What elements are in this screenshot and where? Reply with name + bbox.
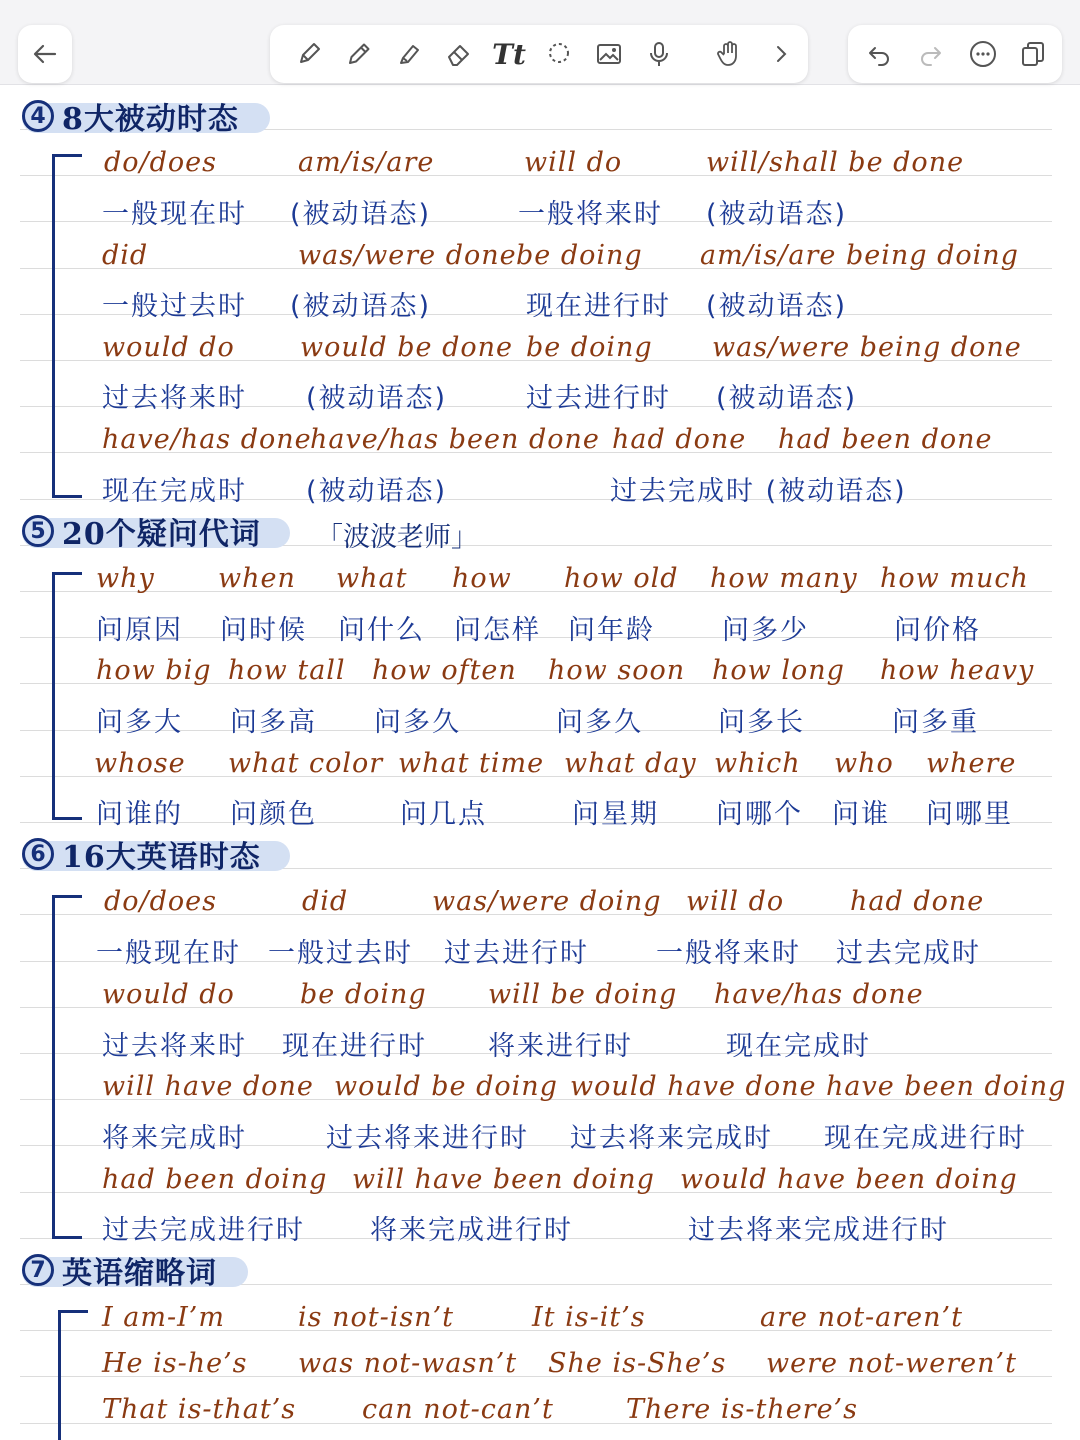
contraction-cell: He is-he’s — [102, 1348, 248, 1379]
tense-cell: 过去完成进行时 — [102, 1215, 305, 1246]
tense-cell: 过去进行时 — [526, 383, 671, 414]
word-cell: how often — [372, 655, 517, 686]
tense-cell: will be doing — [488, 979, 678, 1010]
tense-cell: be doing — [526, 332, 653, 363]
tense-cell: 过去完成时 — [836, 938, 981, 969]
word-cell: 问谁 — [832, 799, 890, 830]
pages-icon[interactable] — [1010, 25, 1056, 83]
microphone-icon[interactable] — [636, 25, 682, 83]
tense-cell: had done — [612, 424, 747, 455]
tense-cell: had been done — [778, 424, 993, 455]
word-cell: which — [714, 748, 801, 779]
word-cell: what day — [564, 748, 697, 779]
word-cell: 问多重 — [892, 707, 979, 738]
word-cell: 问多久 — [374, 707, 461, 738]
tense-cell: 一般过去时 — [102, 291, 247, 322]
word-cell: 问价格 — [894, 615, 981, 646]
chevron-right-icon[interactable] — [758, 25, 804, 83]
word-cell: how many — [710, 563, 858, 594]
back-button-pill — [18, 25, 72, 83]
word-cell: 问谁的 — [96, 799, 183, 830]
more-icon[interactable] — [960, 25, 1006, 83]
tense-cell: did — [302, 886, 349, 917]
word-cell: 问原因 — [96, 615, 183, 646]
tense-cell: would have done — [570, 1071, 817, 1102]
redo-icon[interactable] — [908, 25, 954, 83]
section-header-5 — [22, 512, 261, 550]
tense-cell: (被动语态) — [306, 476, 448, 507]
tense-cell: (被动语态) — [290, 291, 432, 322]
tense-cell: 将来进行时 — [488, 1031, 633, 1062]
tense-cell: 将来完成时 — [102, 1123, 247, 1154]
tense-cell: have been doing — [826, 1071, 1067, 1102]
tense-cell: (被动语态) — [706, 291, 848, 322]
tense-cell: have/has done — [714, 979, 924, 1010]
word-cell: 问多久 — [556, 707, 643, 738]
tense-cell: (被动语态) — [306, 383, 448, 414]
pencil-icon[interactable] — [336, 25, 382, 83]
word-cell: what — [336, 563, 408, 594]
word-cell: 问年龄 — [568, 615, 655, 646]
tense-cell: 过去完成时 (被动语态) — [610, 476, 907, 507]
contraction-cell: is not-isn’t — [298, 1302, 455, 1333]
word-cell: how soon — [548, 655, 686, 686]
tense-cell: was/were being done — [712, 332, 1022, 363]
tense-cell: 过去将来进行时 — [326, 1123, 529, 1154]
section-number: 5 — [22, 515, 54, 547]
section-number: 4 — [22, 100, 54, 132]
contraction-cell: I am-I’m — [102, 1302, 225, 1333]
tense-cell: 一般现在时 — [96, 938, 241, 969]
app-toolbar — [0, 0, 1080, 85]
bracket-line — [52, 154, 82, 498]
text-icon[interactable]: Tt — [492, 37, 526, 71]
word-cell: 问颜色 — [230, 799, 317, 830]
eraser-icon[interactable] — [436, 25, 482, 83]
word-cell: where — [926, 748, 1017, 779]
tense-cell: have/has done — [102, 424, 312, 455]
word-cell: 问几点 — [400, 799, 487, 830]
word-cell: 问多大 — [96, 707, 183, 738]
section-title: 16大英语时态 — [62, 840, 261, 875]
tense-cell: 现在完成时 — [102, 476, 247, 507]
tense-cell: would be done — [300, 332, 514, 363]
section-title: 20个疑问代词 — [62, 517, 261, 552]
tense-cell: 一般将来时 — [518, 199, 663, 230]
tense-cell: do/does — [104, 147, 218, 178]
word-cell: 问哪个 — [716, 799, 803, 830]
tense-cell: would have been doing — [680, 1164, 1018, 1195]
tense-cell: be doing — [300, 979, 427, 1010]
section-number: 6 — [22, 838, 54, 870]
pen-icon[interactable] — [286, 25, 332, 83]
word-cell: how old — [564, 563, 679, 594]
word-cell: 问多长 — [718, 707, 805, 738]
tense-cell: 现在完成进行时 — [824, 1123, 1027, 1154]
tense-cell: 将来完成进行时 — [370, 1215, 573, 1246]
word-cell: how big — [96, 655, 212, 686]
tense-cell: will have been doing — [352, 1164, 655, 1195]
tense-cell: (被动语态) — [290, 199, 432, 230]
section-title: 英语缩略词 — [62, 1256, 217, 1291]
section-title: 8大被动时态 — [62, 102, 239, 137]
word-cell: whose — [94, 748, 186, 779]
word-cell: who — [834, 748, 894, 779]
tense-cell: 一般现在时 — [102, 199, 247, 230]
bracket-line — [58, 1310, 88, 1440]
tense-cell: would do — [102, 979, 235, 1010]
tense-cell: will do — [686, 886, 785, 917]
tense-cell: 过去将来时 — [102, 1031, 247, 1062]
word-cell: how heavy — [880, 655, 1035, 686]
bracket-line — [52, 572, 82, 820]
word-cell: how tall — [228, 655, 346, 686]
hand-icon[interactable] — [706, 25, 752, 83]
tense-cell: have/has been done — [310, 424, 600, 455]
author-note: 「波波老师」 — [316, 522, 478, 553]
word-cell: what time — [398, 748, 545, 779]
tense-cell: 过去进行时 — [444, 938, 589, 969]
word-cell: 问多高 — [230, 707, 317, 738]
tense-cell: would do — [102, 332, 235, 363]
word-cell: why — [96, 563, 155, 594]
word-cell: how much — [880, 563, 1029, 594]
tense-cell: 过去将来完成时 — [570, 1123, 773, 1154]
tense-cell: will have done — [102, 1071, 314, 1102]
contraction-cell: It is-it’s — [532, 1302, 646, 1333]
tense-cell: will/shall be done — [706, 147, 965, 178]
contraction-cell: can not-can’t — [362, 1394, 554, 1425]
contraction-cell: She is-She’s — [548, 1348, 727, 1379]
word-cell: when — [218, 563, 296, 594]
contraction-cell: That is-that’s — [102, 1394, 297, 1425]
section-header-4 — [22, 97, 239, 135]
tense-cell: 过去将来完成进行时 — [688, 1215, 949, 1246]
tense-cell: did — [102, 240, 149, 271]
section-number: 7 — [22, 1254, 54, 1286]
tense-cell: 现在进行时 — [526, 291, 671, 322]
contraction-cell: are not-aren’t — [760, 1302, 963, 1333]
tense-cell: 过去将来时 — [102, 383, 247, 414]
word-cell: how long — [712, 655, 845, 686]
word-cell: 问哪里 — [926, 799, 1013, 830]
tense-cell: am/is/are — [298, 147, 435, 178]
tense-cell: will do — [524, 147, 623, 178]
tense-cell: be doing — [516, 240, 643, 271]
tense-cell: was/were doing — [432, 886, 662, 917]
tense-cell: do/does — [104, 886, 218, 917]
word-cell: 问什么 — [338, 615, 425, 646]
tense-cell: was/were done — [298, 240, 517, 271]
tense-cell: would be doing — [334, 1071, 558, 1102]
action-palette — [848, 25, 1062, 83]
word-cell: 问星期 — [572, 799, 659, 830]
undo-icon[interactable] — [856, 25, 902, 83]
tense-cell: had done — [850, 886, 985, 917]
contraction-cell: were not-weren’t — [766, 1348, 1017, 1379]
contraction-cell: was not-wasn’t — [298, 1348, 518, 1379]
bracket-line — [52, 895, 82, 1239]
tense-cell: 一般过去时 — [268, 938, 413, 969]
word-cell: what color — [228, 748, 384, 779]
contraction-cell: There is-there’s — [626, 1394, 858, 1425]
tense-cell: (被动语态) — [706, 199, 848, 230]
word-cell: 问时候 — [220, 615, 307, 646]
tense-cell: 现在进行时 — [282, 1031, 427, 1062]
tense-cell: 现在完成时 — [726, 1031, 871, 1062]
tense-cell: am/is/are being doing — [700, 240, 1019, 271]
tense-cell: 一般将来时 — [656, 938, 801, 969]
section-header-6 — [22, 835, 261, 873]
highlighter-icon[interactable] — [386, 25, 432, 83]
lasso-icon[interactable] — [536, 25, 582, 83]
word-cell: 问怎样 — [454, 615, 541, 646]
word-cell: 问多少 — [722, 615, 809, 646]
image-icon[interactable] — [586, 25, 632, 83]
word-cell: how — [452, 563, 512, 594]
section-header-7 — [22, 1251, 217, 1289]
back-arrow-icon[interactable] — [22, 25, 68, 83]
tense-cell: had been doing — [102, 1164, 328, 1195]
tense-cell: (被动语态) — [716, 383, 858, 414]
tool-palette — [270, 25, 808, 83]
